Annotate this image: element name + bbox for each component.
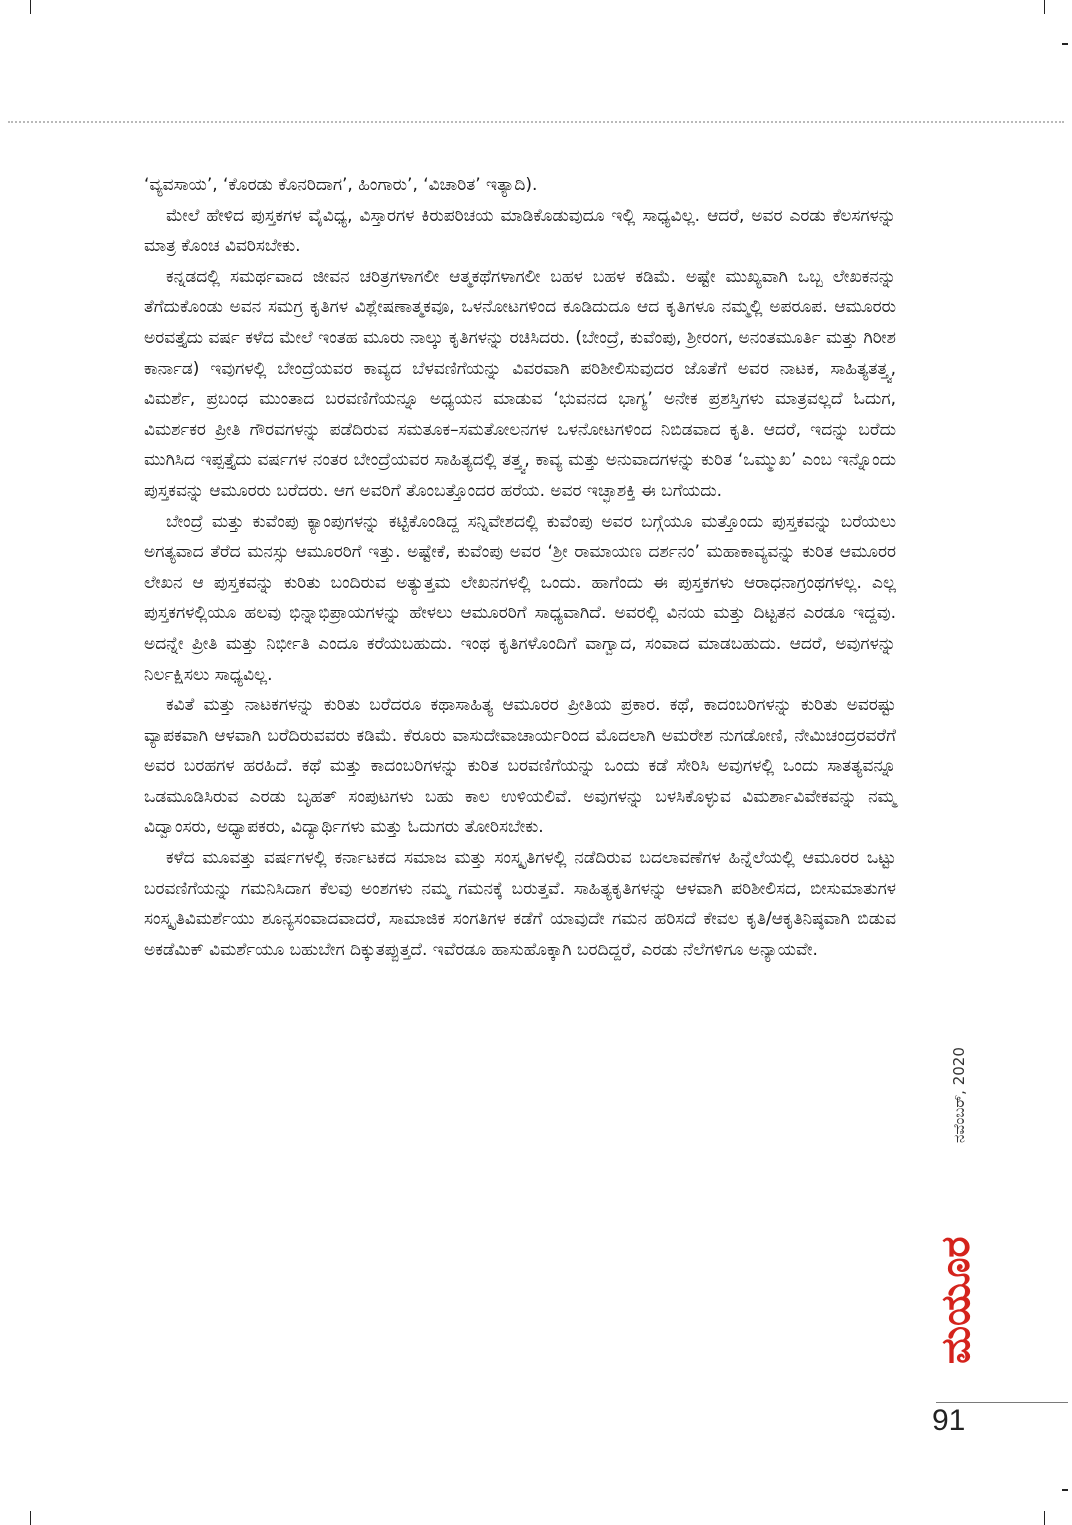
- crop-mark-top-left: [30, 0, 31, 14]
- issue-date: ನವೆಂಬರ್, 2020: [950, 1047, 968, 1143]
- article-body: [144, 170, 896, 965]
- crop-mark-bottom-left: [30, 1511, 31, 1525]
- article-paragraph: ‘ವ್ಯವಸಾಯ’, ‘ಕೊರಡು ಕೊನರಿದಾಗ’, ಹಿಂಗಾರು’, ‘ವಿಚಾರಿತ’ ಇತ್ಯಾದಿ).: [144, 175, 538, 195]
- article-paragraph: ಮೇಲೆ ಹೇಳಿದ ಪುಸ್ತಕಗಳ ವೈವಿಧ್ಯ, ವಿಸ್ತಾರಗಳ ಕಿರುಪರಿಚಯ ಮಾಡಿಕೊಡುವುದೂ ಇಲ್ಲಿ ಸಾಧ್ಯವಿಲ್ಲ. ಆದರೆ, ಅವರ ಎರಡು ಕೆಲಸಗಳನ್ನು ಮಾತ್ರ ಕೊಂಚ ವಿವರಿಸಬೇಕು.: [144, 205, 896, 257]
- crop-mark-bottom-right: [1044, 1511, 1045, 1525]
- crop-mark-top-right: [1044, 0, 1045, 14]
- crop-mark-right-bottom: [1062, 1489, 1068, 1491]
- article-paragraph: ಕವಿತೆ ಮತ್ತು ನಾಟಕಗಳನ್ನು ಕುರಿತು ಬರೆದರೂ ಕಥಾಸಾಹಿತ್ಯ ಆಮೂರರ ಪ್ರೀತಿಯ ಪ್ರಕಾರ. ಕಥೆ, ಕಾದಂಬರಿಗಳನ್ನು ಕುರಿತು ಅವರಷ್ಟು ವ್ಯಾಪಕವಾಗಿ ಆಳವಾಗಿ ಬರೆದಿರುವವರು ಕಡಿಮೆ. ಕೆರೂರು ವಾಸುದೇವಾಚಾರ್ಯರಿಂದ ಮೊದಲಾಗಿ ಅಮರೇಶ ನುಗಡೋಣಿ, ನೇಮಿಚಂದ್ರರವರೆಗೆ ಅವರ ಬರಹಗಳ ಹರಹಿದೆ. ಕಥೆ ಮತ್ತು ಕಾದಂಬರಿಗಳನ್ನು ಕುರಿತ ಬರವಣಿಗೆಯನ್ನು ಒಂದು ಕಡೆ ಸೇರಿಸಿ ಅವುಗಳಲ್ಲಿ ಒಂದು ಸಾತತ್ಯವನ್ನೂ ಒಡಮೂಡಿಸಿರುವ ಎರಡು ಬೃಹತ್ ಸಂಪುಟಗಳು ಬಹು ಕಾಲ ಉಳಿಯಲಿವೆ. ಅವುಗಳನ್ನು ಬಳಸಿಕೊಳ್ಳುವ ವಿಮರ್ಶಾವಿವೇಕವನ್ನು ನಮ್ಮ ವಿದ್ವಾಂಸರು, ಅಧ್ಯಾಪಕರು, ವಿದ್ಯಾರ್ಥಿಗಳು ಮತ್ತು ಓದುಗರು ತೋರಿಸಬೇಕು.: [144, 695, 896, 838]
- article-paragraph: ಕನ್ನಡದಲ್ಲಿ ಸಮರ್ಥವಾದ ಜೀವನ ಚರಿತ್ರಗಳಾಗಲೀ ಆತ್ಮಕಥೆಗಳಾಗಲೀ ಬಹಳ ಬಹಳ ಕಡಿಮೆ. ಅಷ್ಟೇ ಮುಖ್ಯವಾಗಿ ಒಬ್ಬ ಲೇಖಕನನ್ನು ತೆಗೆದುಕೊಂಡು ಅವನ ಸಮಗ್ರ ಕೃತಿಗಳ ವಿಶ್ಲೇಷಣಾತ್ಮಕವೂ, ಒಳನೋಟಗಳಿಂದ ಕೂಡಿದುದೂ ಆದ ಕೃತಿಗಳೂ ನಮ್ಮಲ್ಲಿ ಅಪರೂಪ. ಆಮೂರರು ಅರವತ್ತೈದು ವರ್ಷ ಕಳೆದ ಮೇಲೆ ಇಂತಹ ಮೂರು ನಾಲ್ಕು ಕೃತಿಗಳನ್ನು ರಚಿಸಿದರು. (ಬೇಂದ್ರೆ, ಕುವೆಂಪು, ಶ್ರೀರಂಗ, ಅನಂತಮೂರ್ತಿ ಮತ್ತು ಗಿರೀಶ ಕಾರ್ನಾಡ) ಇವುಗಳಲ್ಲಿ ಬೇಂದ್ರೆಯವರ ಕಾವ್ಯದ ಬೆಳವಣಿಗೆಯನ್ನು ವಿವರವಾಗಿ ಪರಿಶೀಲಿಸುವುದರ ಜೊತೆಗೆ ಅವರ ನಾಟಕ, ಸಾಹಿತ್ಯತತ್ತ್ವ, ವಿಮರ್ಶೆ, ಪ್ರಬಂಧ ಮುಂತಾದ ಬರವಣಿಗೆಯನ್ನೂ ಅಧ್ಯಯನ ಮಾಡುವ ‘ಭುವನದ ಭಾಗ್ಯ’ ಅನೇಕ ಪ್ರಶಸ್ತಿಗಳು ಮಾತ್ರವಲ್ಲದೆ ಓದುಗ, ವಿಮರ್ಶಕರ ಪ್ರೀತಿ ಗೌರವಗಳನ್ನು ಪಡೆದಿರುವ ಸಮತೂಕ–ಸಮತೋಲನಗಳ ಒಳನೋಟಗಳಿಂದ ನಿಬಿಡವಾದ ಕೃತಿ. ಆದರೆ, ಇದನ್ನು ಬರೆದು ಮುಗಿಸಿದ ಇಪ್ಪತ್ತೈದು ವರ್ಷಗಳ ನಂತರ ಬೇಂದ್ರೆಯವರ ಸಾಹಿತ್ಯದಲ್ಲಿ ತತ್ತ್ವ, ಕಾವ್ಯ ಮತ್ತು ಅನುವಾದಗಳನ್ನು ಕುರಿತ ‘ಒಮ್ಮುಖ’ ಎಂಬ ಇನ್ನೊಂದು ಪುಸ್ತಕವನ್ನು ಆಮೂರರು ಬರೆದರು. ಆಗ ಅವರಿಗೆ ತೊಂಬತ್ತೊಂದರ ಹರೆಯ. ಅವರ ಇಚ್ಛಾಶಕ್ತಿ ಈ ಬಗೆಯದು.: [144, 266, 896, 501]
- crop-mark-right-top: [1062, 43, 1068, 45]
- article-paragraph: ಕಳೆದ ಮೂವತ್ತು ವರ್ಷಗಳಲ್ಲಿ ಕರ್ನಾಟಕದ ಸಮಾಜ ಮತ್ತು ಸಂಸ್ಕೃತಿಗಳಲ್ಲಿ ನಡೆದಿರುವ ಬದಲಾವಣೆಗಳ ಹಿನ್ನೆಲೆಯಲ್ಲಿ ಆಮೂರರ ಒಟ್ಟು ಬರವಣಿಗೆಯನ್ನು ಗಮನಿಸಿದಾಗ ಕೆಲವು ಅಂಶಗಳು ನಮ್ಮ ಗಮನಕ್ಕೆ ಬರುತ್ತವೆ. ಸಾಹಿತ್ಯಕೃತಿಗಳನ್ನು ಆಳವಾಗಿ ಪರಿಶೀಲಿಸದ, ಬೀಸುಮಾತುಗಳ ಸಂಸ್ಕೃತಿವಿಮರ್ಶೆಯು ಶೂನ್ಯಸಂವಾದವಾದರೆ, ಸಾಮಾಜಿಕ ಸಂಗತಿಗಳ ಕಡೆಗೆ ಯಾವುದೇ ಗಮನ ಹರಿಸದೆ ಕೇವಲ ಕೃತಿ/ಆಕೃತಿನಿಷ್ಠವಾಗಿ ಬಿಡುವ ಅಕಡೆಮಿಕ್ ವಿಮರ್ಶೆಯೂ ಬಹುಬೇಗ ದಿಕ್ಕುತಪ್ಪುತ್ತದೆ. ಇವೆರಡೂ ಹಾಸುಹೊಕ್ಕಾಗಿ ಬರದಿದ್ದರೆ, ಎರಡು ನೆಲೆಗಳಿಗೂ ಅನ್ಯಾಯವೇ.: [144, 848, 896, 960]
- magazine-logo: ಮಯೂರ: [933, 1236, 979, 1364]
- page-number: 91: [932, 1404, 966, 1437]
- article-paragraph: ಬೇಂದ್ರೆ ಮತ್ತು ಕುವೆಂಪು ಕ್ಯಾಂಪುಗಳನ್ನು ಕಟ್ಟಿಕೊಂಡಿದ್ದ ಸನ್ನಿವೇಶದಲ್ಲಿ ಕುವೆಂಪು ಅವರ ಬಗ್ಗೆಯೂ ಮತ್ತೊಂದು ಪುಸ್ತಕವನ್ನು ಬರೆಯಲು ಅಗತ್ಯವಾದ ತೆರೆದ ಮನಸ್ಸು ಆಮೂರರಿಗೆ ಇತ್ತು. ಅಷ್ಟೇಕೆ, ಕುವೆಂಪು ಅವರ ‘ಶ್ರೀ ರಾಮಾಯಣ ದರ್ಶನಂ’ ಮಹಾಕಾವ್ಯವನ್ನು ಕುರಿತ ಆಮೂರರ ಲೇಖನ ಆ ಪುಸ್ತಕವನ್ನು ಕುರಿತು ಬಂದಿರುವ ಅತ್ಯುತ್ತಮ ಲೇಖನಗಳಲ್ಲಿ ಒಂದು. ಹಾಗೆಂದು ಈ ಪುಸ್ತಕಗಳು ಆರಾಧನಾಗ್ರಂಥಗಳಲ್ಲ. ಎಲ್ಲ ಪುಸ್ತಕಗಳಲ್ಲಿಯೂ ಹಲವು ಭಿನ್ನಾಭಿಪ್ರಾಯಗಳನ್ನು ಹೇಳಲು ಆಮೂರರಿಗೆ ಸಾಧ್ಯವಾಗಿದೆ. ಅವರಲ್ಲಿ ವಿನಯ ಮತ್ತು ದಿಟ್ಟತನ ಎರಡೂ ಇದ್ದವು. ಅದನ್ನೇ ಪ್ರೀತಿ ಮತ್ತು ನಿರ್ಭೀತಿ ಎಂದೂ ಕರೆಯಬಹುದು. ಇಂಥ ಕೃತಿಗಳೊಂದಿಗೆ ವಾಗ್ವಾದ, ಸಂವಾದ ಮಾಡಬಹುದು. ಆದರೆ, ಅವುಗಳನ್ನು ನಿರ್ಲಕ್ಷಿಸಲು ಸಾಧ್ಯವಿಲ್ಲ.: [144, 511, 896, 685]
- footer-rule: [936, 1402, 1068, 1403]
- header-dotted-rule: [8, 121, 1064, 123]
